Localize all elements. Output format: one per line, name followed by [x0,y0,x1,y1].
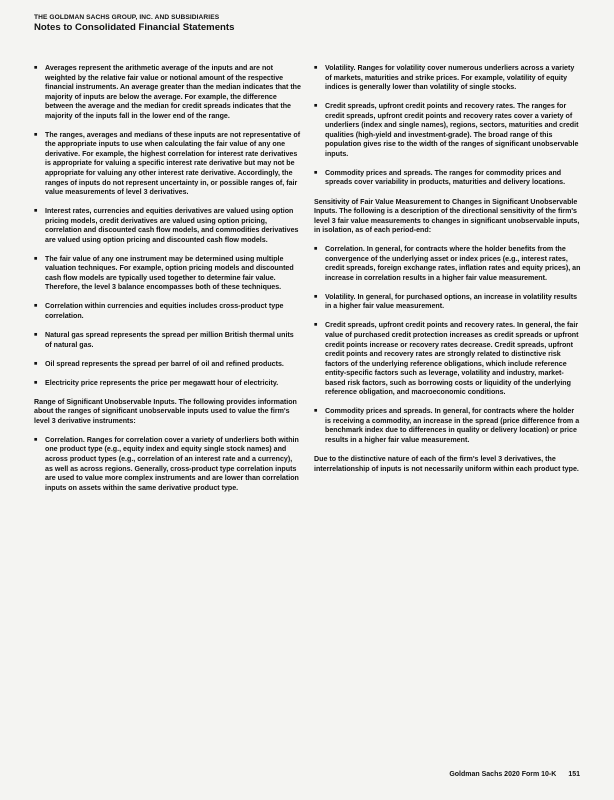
left-column [34,64,301,503]
range-paragraph-heading: Range of Significant Unobservable Inputs. [34,397,177,406]
bullet-item: ■ Commodity prices and spreads. In general, for contracts where the holder is receiving a commodity, an increase in the spread (price difference from a benchmark index due to differences in quality or delivery location) or price results in a higher fair value measurement. [314,407,581,445]
range-paragraph-text: The following provides information about the ranges of significant unobservable inputs used to value the firm's level 3 derivative instruments: [34,397,297,425]
bullet-item: ■ Correlation. Ranges for correlation cover a variety of underliers both within one product type (e.g., equity index and equity single stock names) and across product types (e.g., correlation of an interest rate and a currency), as well as across regions. Generally, cross-product type correlation inputs are used to value more complex instruments and are lower than correlation inputs on assets within the same derivative product type. [34,436,301,493]
bullet-item: ■ Credit spreads, upfront credit points and recovery rates. The ranges for credit spreads, upfront credit points and recovery rates cover a variety of underliers (index and single names), regions, sectors, maturities and credit qualities (high-yield and investment-grade). The broad range of this population gives rise to the width of the ranges of significant unobservable inputs. [314,102,581,159]
closing-paragraph: Due to the distinctive nature of each of the firm's level 3 derivatives, the interrelationship of inputs is not necessarily uniform within each product type. [314,455,579,473]
range-paragraph [34,398,301,427]
page-footer [449,771,580,778]
company-name: THE GOLDMAN SACHS GROUP, INC. AND SUBSIDIARIES [34,14,220,21]
bullet-list [314,64,581,188]
bullet-item: ■ Correlation. In general, for contracts where the holder benefits from the convergence of the underlying asset or index prices (e.g., interest rates, credit spreads, foreign exchange rates, inflation rates and equity prices), an increase in correlation results in a higher fair value measurement. [314,245,581,283]
bullet-item: ■ Commodity prices and spreads. The ranges for commodity prices and spreads cover variability in products, maturities and delivery locations. [314,169,581,188]
bullet-item: ■ The fair value of any one instrument may be determined using multiple valuation techniques. For example, option pricing models and discounted cash flow models are typically used together to determine fair value. Therefore, the level 3 balance encompasses both of these techniques. [34,255,301,293]
bullet-item: ■ Electricity price represents the price per megawatt hour of electricity. [34,379,301,389]
bullet-item: ■ Averages represent the arithmetic average of the inputs and are not weighted by the relative fair value or notional amount of the respective financial instruments. An average greater than the median indicates that the majority of inputs are below the average. For example, the difference between the average and the median for credit spreads indicates that the majority of the inputs fall in the lower end of the range. [34,64,301,121]
bullet-item: ■ Correlation within currencies and equities includes cross-product type correlation. [34,302,301,321]
bullet-item: ■ Volatility. In general, for purchased options, an increase in volatility results in a higher fair value measurement. [314,293,581,312]
sensitivity-paragraph [314,198,581,236]
bullet-list [34,64,301,388]
bullet-item: ■ Credit spreads, upfront credit points and recovery rates. In general, the fair value of purchased credit protection increases as credit spreads or upfront credit points increase or recovery rates decrease. Credit spreads, upfront credit points and recovery rates are strongly related to distinctive risk factors of the underlying reference obligations, which include reference entity-specific factors such as leverage, volatility and industry, market-based risk factors, such as borrowing costs or liquidity of the underlying reference obligation, and macroeconomic conditions. [314,321,581,397]
page-header [34,14,594,34]
sensitivity-paragraph-text: The following is a description of the directional sensitivity of the firm's level 3 fair value measurements to changes in significant unobservable inputs, in isolation, as of each period-end: [314,207,580,235]
right-column [314,64,581,484]
page-number: 151 [568,771,580,778]
report-name: Goldman Sachs 2020 Form 10-K [449,771,557,778]
bullet-list [34,436,301,493]
bullet-item: ■ Interest rates, currencies and equities derivatives are valued using option pricing models, credit derivatives are valued using option pricing, correlation and discounted cash flow models, and commodities derivatives are valued using option pricing and discounted cash flow models. [34,207,301,245]
bullet-item: ■ Oil spread represents the spread per barrel of oil and refined products. [34,360,301,370]
bullet-item: ■ Volatility. Ranges for volatility cover numerous underliers across a variety of markets, maturities and strike prices. For example, volatility of equity indices is generally lower than volatility of single stocks. [314,64,581,93]
page-title: Notes to Consolidated Financial Statements [34,22,235,33]
bullet-item: ■ The ranges, averages and medians of these inputs are not representative of the appropriate inputs to use when calculating the fair value of any one derivative. For example, the highest correlation for interest rate derivatives is appropriate for valuing a specific interest rate derivative but may not be appropriate for valuing any other interest rate derivative. Accordingly, the ranges of inputs do not represent uncertainty in, or possible ranges of, fair value measurements of level 3 derivatives. [34,131,301,198]
bullet-item: ■ Natural gas spread represents the spread per million British thermal units of natural gas. [34,331,301,350]
bullet-list [314,245,581,445]
sensitivity-paragraph-heading: Sensitivity of Fair Value Measurement to Changes in Significant Unobservable Inputs. [314,197,578,216]
